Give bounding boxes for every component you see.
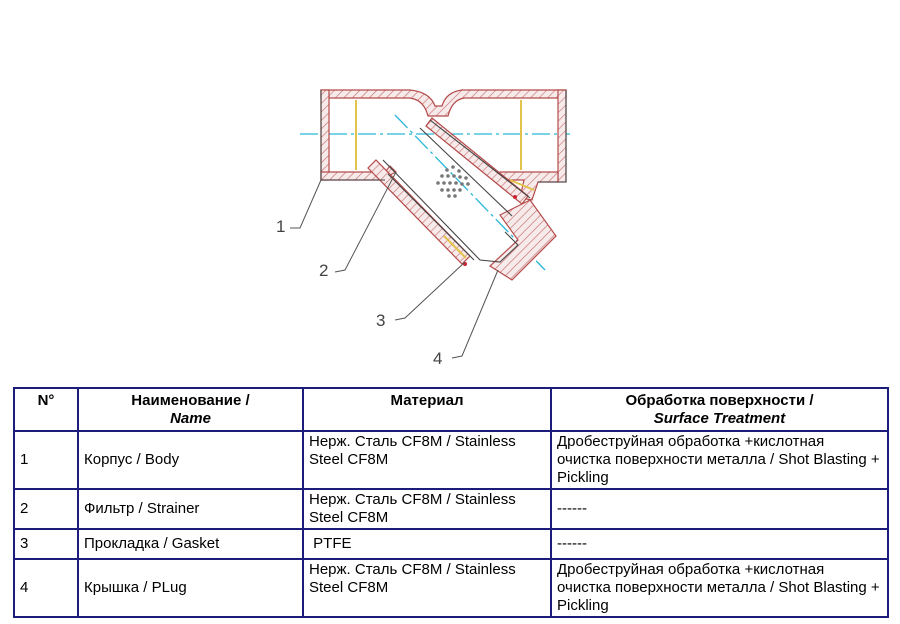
table-row (14, 529, 888, 559)
table-header-row (14, 388, 888, 431)
header-name (78, 388, 303, 431)
row-material: Нерж. Сталь CF8M / Stainless Steel CF8M (303, 559, 551, 617)
row-name: Фильтр / Strainer (78, 489, 303, 529)
table-row (14, 559, 888, 617)
callout-2: 2 (319, 261, 329, 280)
row-no: 4 (14, 559, 78, 617)
row-treatment: Дробеструйная обработка +кислотная очистка поверхности металла / Shot Blasting + Pickling (551, 431, 888, 489)
row-no: 1 (14, 431, 78, 489)
header-name-en: Name (170, 410, 211, 427)
row-material: Нерж. Сталь CF8M / Stainless Steel CF8M (303, 489, 551, 529)
row-material: PTFE (303, 529, 551, 559)
callout-4: 4 (433, 349, 443, 368)
callout-1: 1 (276, 217, 286, 236)
header-no: N° (14, 388, 78, 431)
parts-table (13, 387, 889, 618)
header-treatment-en: Surface Treatment (653, 410, 786, 427)
row-treatment: ------ (551, 529, 888, 559)
row-treatment: Дробеструйная обработка +кислотная очистка поверхности металла / Shot Blasting + Pickling (551, 559, 888, 617)
header-treatment (551, 388, 888, 431)
header-name-ru: Наименование / (131, 392, 250, 409)
header-treatment-ru: Обработка поверхности / (625, 392, 814, 409)
row-material: Нерж. Сталь CF8M / Stainless Steel CF8M (303, 431, 551, 489)
row-name: Крышка / PLug (78, 559, 303, 617)
table-row (14, 431, 888, 489)
table-row (14, 489, 888, 529)
callout-3: 3 (376, 311, 386, 330)
body-section (321, 90, 566, 280)
row-no: 3 (14, 529, 78, 559)
row-no: 2 (14, 489, 78, 529)
gasket-mark-2 (513, 195, 517, 199)
row-name: Корпус / Body (78, 431, 303, 489)
row-name: Прокладка / Gasket (78, 529, 303, 559)
header-material: Материал (303, 388, 551, 431)
row-treatment: ------ (551, 489, 888, 529)
